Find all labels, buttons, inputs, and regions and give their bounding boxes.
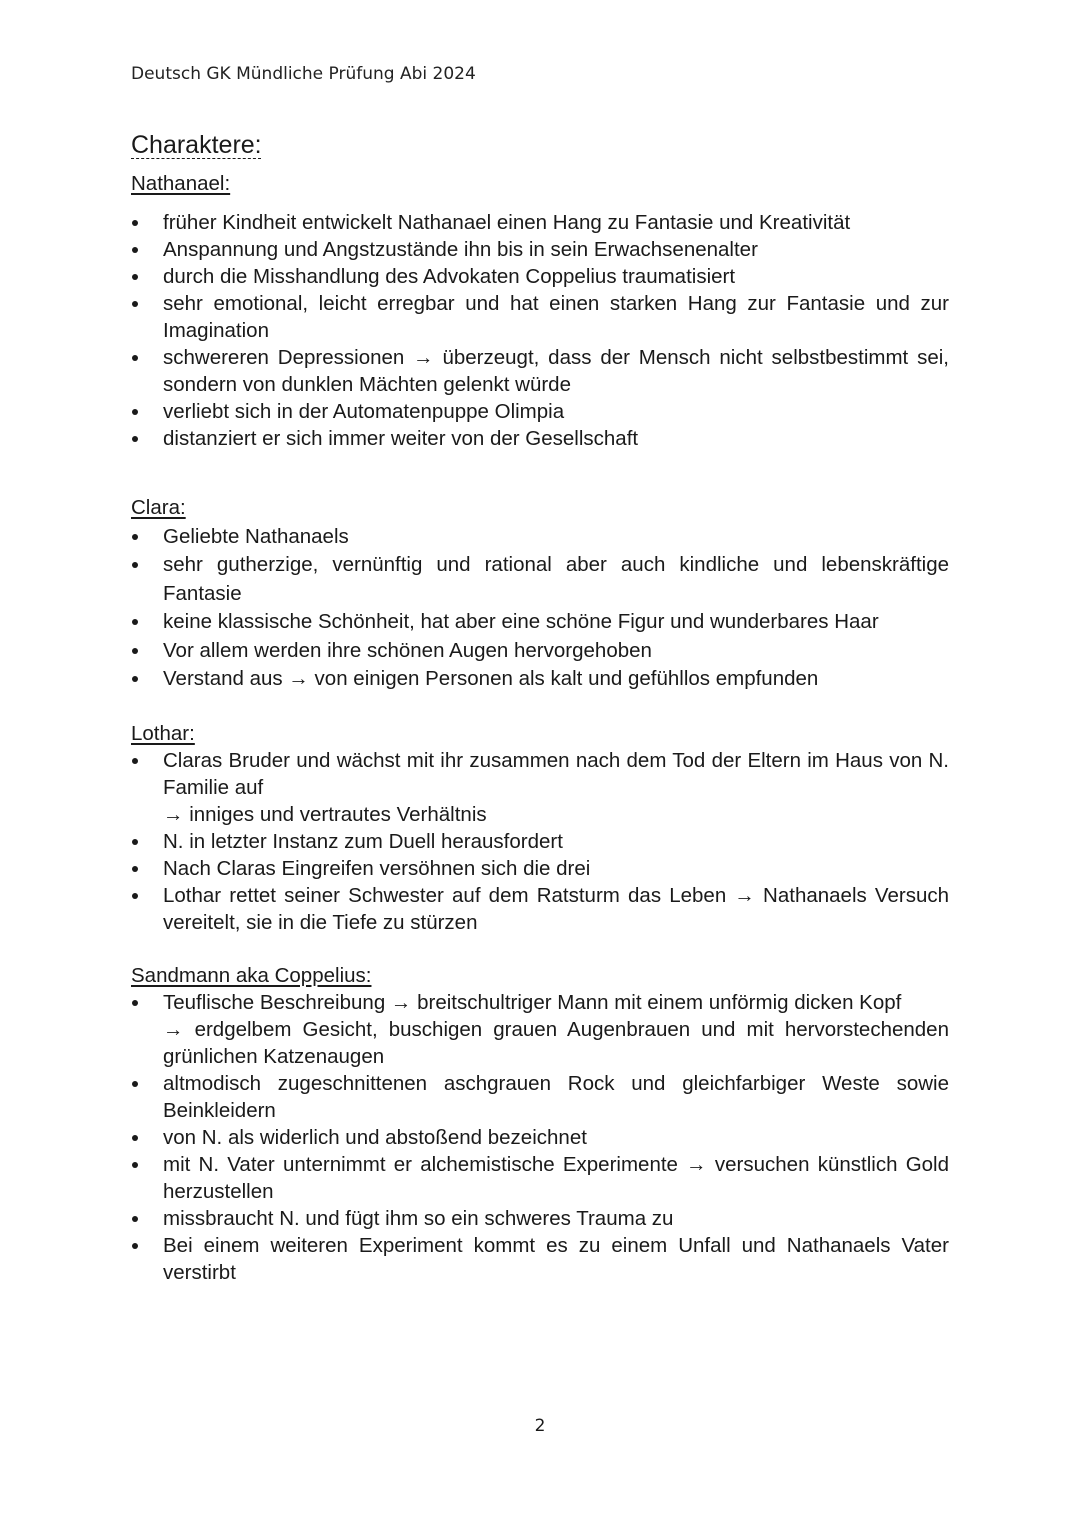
list-item: Verstand aus → von einigen Personen als kalt und gefühllos empfunden (131, 665, 949, 694)
list-item: sehr emotional, leicht erregbar und hat einen starken Hang zur Fantasie und zur Imagination (131, 290, 949, 344)
section-title: Clara: (131, 496, 186, 519)
list-item: mit N. Vater unternimmt er alchemistische Experimente → versuchen künstlich Gold herzustellen (131, 1151, 949, 1205)
list-item: N. in letzter Instanz zum Duell herausfordert (131, 828, 949, 855)
section-title: Sandmann aka Coppelius: (131, 963, 372, 987)
list-item: Vor allem werden ihre schönen Augen hervorgehoben (131, 637, 949, 666)
main-title: Charaktere: (131, 131, 262, 159)
page-header: Deutsch GK Mündliche Prüfung Abi 2024 (131, 64, 476, 84)
list-item: schwereren Depressionen → überzeugt, dass der Mensch nicht selbstbestimmt sei, sondern von dunklen Mächten gelenkt würde (131, 344, 949, 398)
list-item: Geliebte Nathanaels (131, 523, 949, 552)
list-item: sehr gutherzige, vernünftig und rational aber auch kindliche und lebenskräftige Fantasie (131, 551, 949, 608)
document-body (131, 128, 949, 1312)
list-item: keine klassische Schönheit, hat aber eine schöne Figur und wunderbares Haar (131, 608, 949, 637)
bullet-list (131, 989, 949, 1286)
list-item: Lothar rettet seiner Schwester auf dem Ratsturm das Leben → Nathanaels Versuch vereitelt, sie in die Tiefe zu stürzen (131, 882, 949, 936)
section-title: Nathanael: (131, 172, 231, 195)
list-item: Nach Claras Eingreifen versöhnen sich die drei (131, 855, 949, 882)
section-sandmann (131, 962, 949, 1286)
arrow-sub-line: → erdgelbem Gesicht, buschigen grauen Augenbrauen und mit hervorstechenden grünlichen Katzenaugen (163, 1017, 949, 1068)
bullet-list (131, 209, 949, 452)
list-item (131, 747, 949, 828)
list-item: missbraucht N. und fügt ihm so ein schweres Trauma zu (131, 1205, 949, 1232)
list-item: distanziert er sich immer weiter von der Gesellschaft (131, 425, 949, 452)
section-title: Lothar: (131, 721, 195, 745)
list-item: Anspannung und Angstzustände ihn bis in sein Erwachsenenalter (131, 236, 949, 263)
list-item (131, 989, 949, 1070)
bullet-list (131, 523, 949, 694)
list-item-text: Claras Bruder und wächst mit ihr zusammen nach dem Tod der Eltern im Haus von N. Familie auf (163, 748, 949, 799)
arrow-sub-line: → inniges und vertrautes Verhältnis (163, 802, 487, 826)
section-lothar (131, 720, 949, 936)
list-item: altmodisch zugeschnittenen aschgrauen Rock und gleichfarbiger Weste sowie Beinkleidern (131, 1070, 949, 1124)
bullet-list (131, 747, 949, 936)
list-item: Bei einem weiteren Experiment kommt es zu einem Unfall und Nathanaels Vater verstirbt (131, 1232, 949, 1286)
list-item: von N. als widerlich und abstoßend bezeichnet (131, 1124, 949, 1151)
section-clara (131, 494, 949, 694)
section-nathanael (131, 170, 949, 452)
list-item-text: Teuflische Beschreibung → breitschultriger Mann mit einem unförmig dicken Kopf (163, 990, 902, 1014)
list-item: verliebt sich in der Automatenpuppe Olimpia (131, 398, 949, 425)
page-number: 2 (534, 1416, 546, 1436)
list-item: durch die Misshandlung des Advokaten Coppelius traumatisiert (131, 263, 949, 290)
list-item: früher Kindheit entwickelt Nathanael einen Hang zu Fantasie und Kreativität (131, 209, 949, 236)
